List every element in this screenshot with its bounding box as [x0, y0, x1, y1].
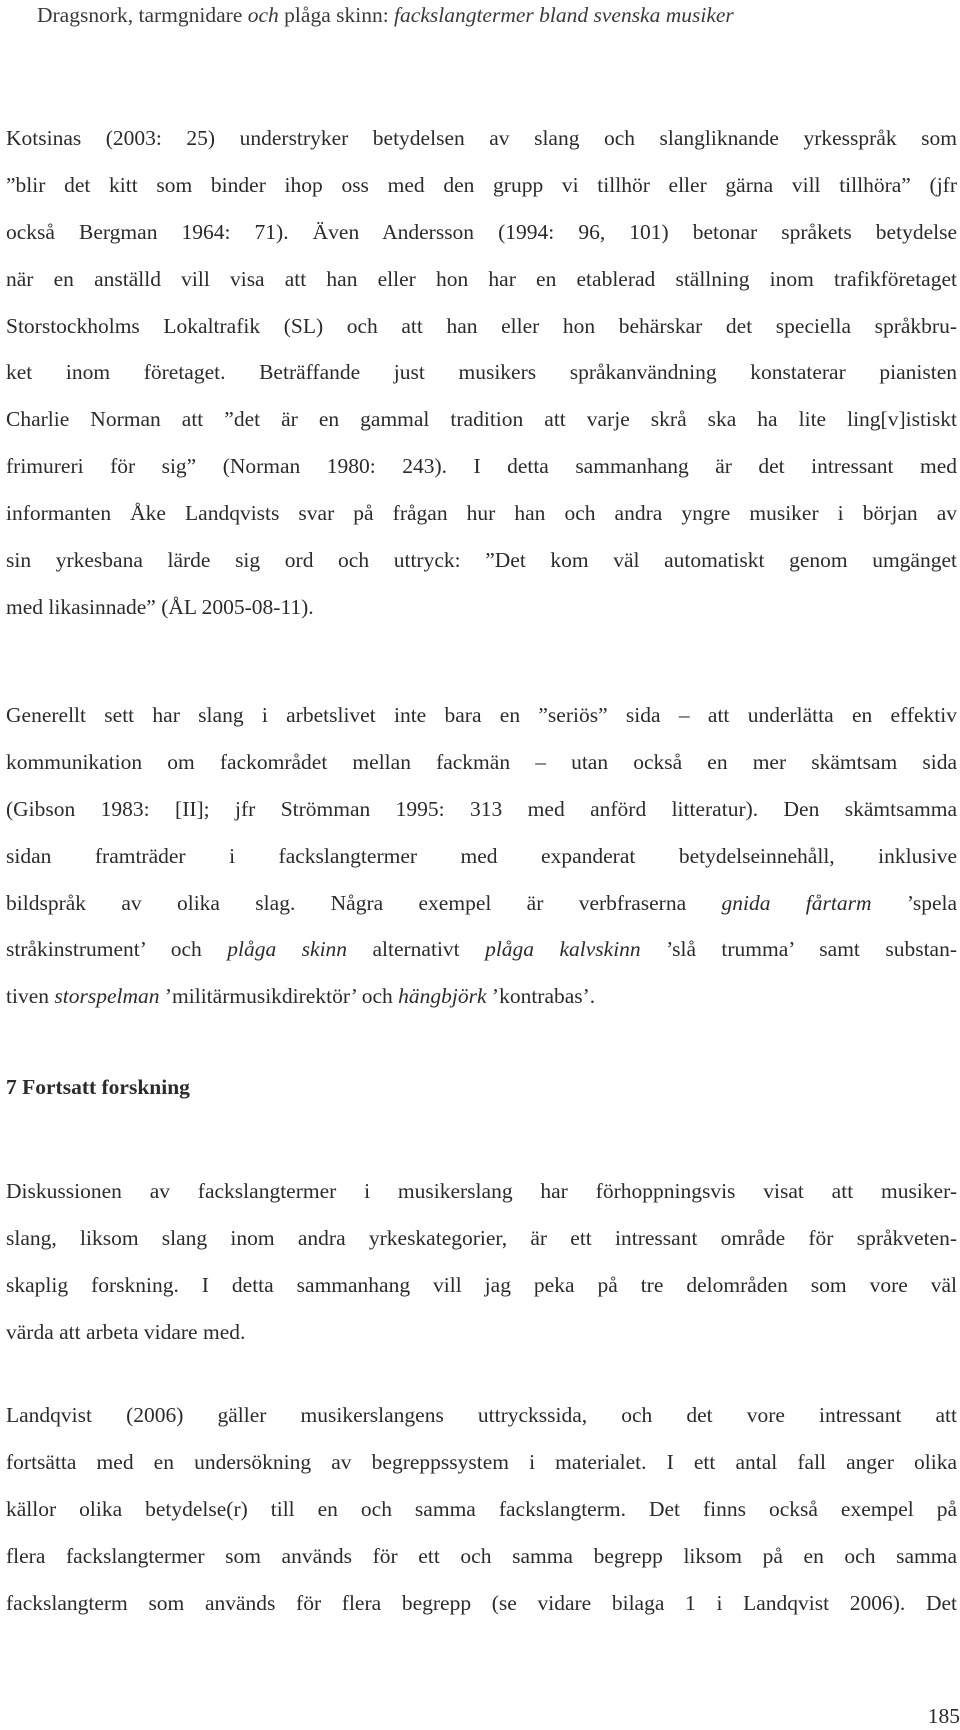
text-line: ket inom företaget. Beträffande just musikers språkanvändning konstaterar pianisten — [6, 360, 957, 385]
paragraph-2 — [6, 692, 957, 1020]
text-line: kommunikation om fackområdet mellan fackmän – utan också en mer skämtsam sida — [6, 749, 957, 774]
text-segment: ’slå trumma’ samt substan- — [640, 937, 957, 962]
text-line: Charlie Norman att ”det är en gammal tradition att varje skrå ska ha lite ling[v]istiskt — [6, 407, 957, 432]
text-line: frimureri för sig” (Norman 1980: 243). I detta sammanhang är det intressant med — [6, 454, 957, 479]
text-line: sin yrkesbana lärde sig ord och uttryck: ”Det kom väl automatiskt genom umgänget — [6, 548, 957, 573]
running-head — [37, 0, 937, 30]
italic-term: gnida fårtarm — [721, 890, 872, 915]
page-number: 185 — [927, 1704, 960, 1728]
paragraph-1 — [6, 115, 957, 631]
text-line: fortsätta med en undersökning av begreppssystem i materialet. I ett antal fall anger olika — [6, 1449, 957, 1474]
italic-term: storspelman — [54, 984, 160, 1009]
text-line: flera fackslangtermer som används för ett och samma begrepp liksom på en och samma — [6, 1543, 957, 1568]
text-segment: ’militärmusikdirektör’ och — [159, 984, 399, 1009]
text-line: Diskussionen av fackslangtermer i musikerslang har förhoppningsvis visat att musiker- — [6, 1179, 957, 1203]
text-line: slang, liksom slang inom andra yrkeskategorier, är ett intressant område för språkveten- — [6, 1225, 957, 1250]
text-line — [6, 880, 957, 927]
text-line — [6, 926, 957, 973]
running-head-title-cont: plåga skinn: — [278, 3, 395, 27]
text-segment: tiven — [6, 984, 55, 1009]
text-line: när en anställd vill visa att han eller hon har en etablerad ställning inom trafikföretaget — [6, 266, 957, 291]
section-heading: 7 Fortsatt forskning — [6, 1075, 190, 1099]
paragraph-3 — [6, 1168, 957, 1356]
text-line: Generellt sett har slang i arbetslivet inte bara en ”seriös” sida – att underlätta en effektiv — [6, 703, 957, 727]
italic-term: plåga kalvskinn — [485, 937, 641, 962]
text-line: också Bergman 1964: 71). Även Andersson (1994: 96, 101) betonar språkets betydelse — [6, 219, 957, 244]
text-line: ”blir det kitt som binder ihop oss med den grupp vi tillhör eller gärna vill tillhöra” (jfr — [6, 172, 957, 197]
text-line: sidan framträder i fackslangtermer med expanderat betydelseinnehåll, inklusive — [6, 843, 957, 868]
text-line: Kotsinas (2003: 25) understryker betydelsen av slang och slangliknande yrkesspråk som — [6, 126, 957, 150]
text-segment: alternativt — [347, 937, 486, 962]
text-line: skaplig forskning. I detta sammanhang vill jag peka på tre delområden som vore väl — [6, 1272, 957, 1297]
text-line: värda att arbeta vidare med. — [6, 1319, 246, 1344]
text-line: fackslangterm som används för flera begrepp (se vidare bilaga 1 i Landqvist 2006). Det — [6, 1590, 957, 1615]
text-line: informanten Åke Landqvists svar på frågan hur han och andra yngre musiker i början av — [6, 501, 957, 526]
running-head-title: Dragsnork, tarmgnidare — [37, 3, 248, 27]
text-segment: bildspråk av olika slag. Några exempel är verbfraserna — [6, 890, 722, 915]
italic-term: hängbjörk — [398, 984, 487, 1009]
running-head-subtitle: fackslangtermer bland svenska musiker — [394, 3, 734, 27]
italic-term: plåga skinn — [227, 937, 348, 962]
text-segment: ’spela — [871, 890, 958, 915]
text-line: Landqvist (2006) gäller musikerslangens uttryckssida, och det vore intressant att — [6, 1403, 957, 1427]
text-segment: stråkinstrument’ och — [6, 937, 228, 962]
text-line: Storstockholms Lokaltrafik (SL) och att han eller hon behärskar det speciella språkbru- — [6, 313, 957, 338]
text-segment: ’kontrabas’. — [486, 984, 596, 1009]
text-line: källor olika betydelse(r) till en och samma fackslangterm. Det finns också exempel på — [6, 1496, 957, 1521]
paragraph-4 — [6, 1392, 957, 1626]
text-line — [6, 973, 957, 1020]
running-head-och: och — [247, 3, 279, 27]
text-line: (Gibson 1983: [II]; jfr Strömman 1995: 313 med anförd litteratur). Den skämtsamma — [6, 796, 957, 821]
text-line: med likasinnade” (ÅL 2005-08-11). — [6, 594, 314, 619]
